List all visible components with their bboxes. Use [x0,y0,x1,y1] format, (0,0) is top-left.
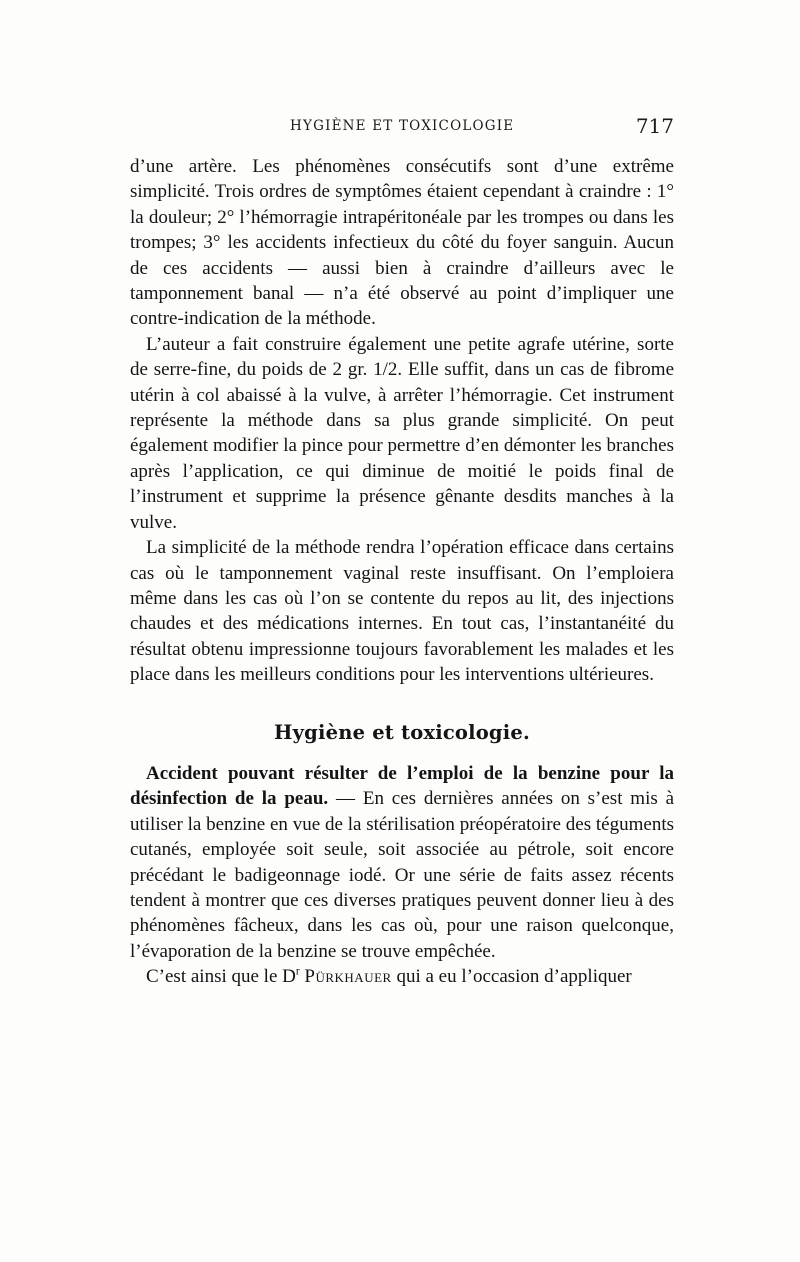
article-lead-text: — En ces dernières années on s’est mis à utiliser la benzine en vue de la stérilisation préopératoire des téguments cutanés, employée soit seule, soit associée au pétrole, soit encore précédant le badigeonnage iodé. Or une série de faits assez récents tendent à montrer que ces diverses pratiques peuvent donner lieu à des phénomènes fâcheux, dans les cas où, pour une raison quelconque, l’évaporation de la benzine se trouve empêchée. [130,788,675,962]
paragraph-benzine [130,761,674,964]
section-heading: Hygiène et toxicologie. [274,720,530,744]
article-lead-title: Accident pouvant résulter de l’emploi de la benzine pour la désinfection de la peau. [130,762,674,810]
paragraph-last [130,964,674,989]
doctor-abbrev-sup: r [295,965,300,978]
last-para-start: C’est ainsi que le D [146,966,296,988]
page-number: 717 [635,114,674,138]
paragraph-continuation: d’une artère. Les phénomènes consécutifs sont d’une extrême simplicité. Trois ordres de symptômes étaient cependant à craindre : 1° la douleur; 2° l’hémorragie intrapéritonéale par les trompes ou dans les trompes; 3° les accidents infectieux du côté du foyer sanguin. Aucun de ces accidents — aussi bien à craindre d’ailleurs avec le tamponnement banal — n’a été observé au point d’impliquer une contre-indication de la méthode. [130,156,674,330]
running-title: HYGIÈNE ET TOXICOLOGIE [290,118,515,134]
paragraph-simplicite: La simplicité de la méthode rendra l’opération efficace dans certains cas où le tamponnement vaginal reste insuffisant. On l’emploiera même dans les cas où l’on se contente du repos au lit, des injections chaudes et des médications internes. En tout cas, l’instantanéité du résultat obtenu impressionne toujours favorablement les malades et les place dans les meilleurs conditions pour les interventions ultérieures. [130,537,674,686]
running-header [130,116,674,140]
author-name: Pürkhauer [304,966,392,988]
page-body [130,154,674,990]
last-para-end: qui a eu l’occasion d’appliquer [391,966,632,988]
paragraph-agrafe: L’auteur a fait construire également une petite agrafe utérine, sorte de serre-fine, du poids de 2 gr. 1/2. Elle suffit, dans un cas de fibrome utérin à col abaissé à la vulve, à arrêter l’hémorragie. Cet instrument représente la méthode dans sa plus grande simplicité. On peut également modifier la pince pour permettre d’en démonter les branches après l’application, ce qui diminue de moitié le poids final de l’instrument et supprime la présence gênante desdits manches à la vulve. [130,333,674,533]
